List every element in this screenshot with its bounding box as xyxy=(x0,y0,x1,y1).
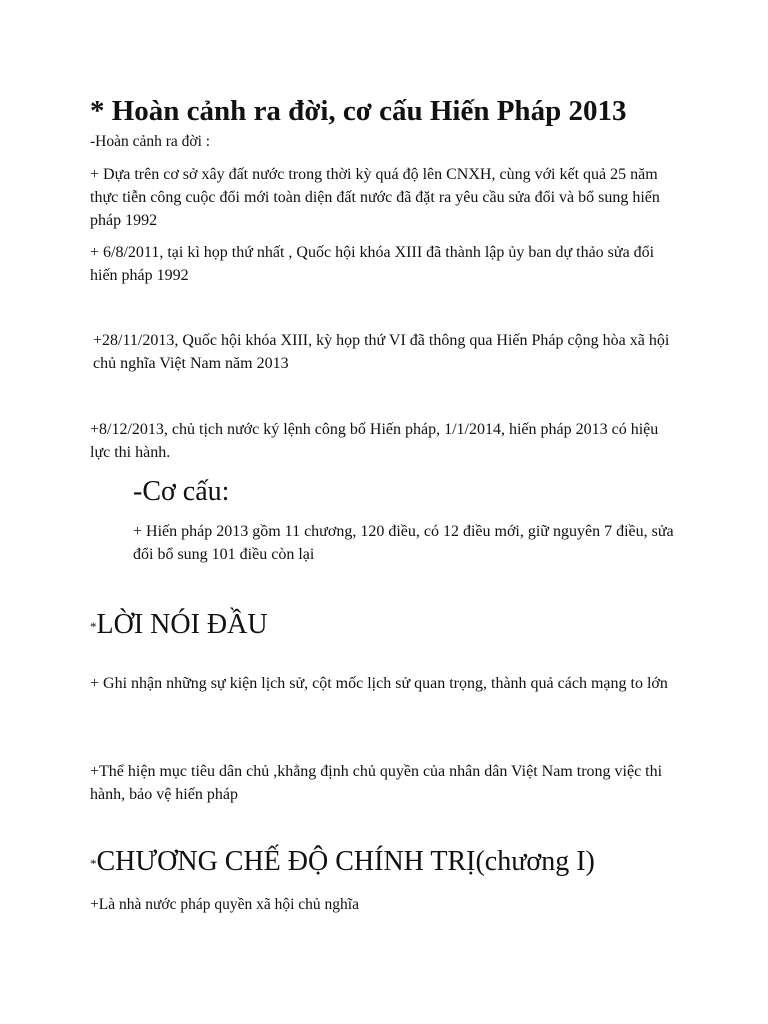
paragraph-rule-of-law-state: +Là nhà nước pháp quyền xã hội chủ nghĩa xyxy=(90,896,359,913)
section-heading-loi-noi-dau xyxy=(90,608,268,646)
paragraph-structure: + Hiến pháp 2013 gồm 11 chương, 120 điều, có 12 điều mới, giữ nguyên 7 điều, sửa đổi bổ sung 101 điều còn lại xyxy=(133,523,674,563)
paragraph-promulgation: +8/12/2013, chủ tịch nước ký lệnh công bố Hiến pháp, 1/1/2014, hiến pháp 2013 có hiệu lực thi hành. xyxy=(90,421,659,461)
heading-text: LỜI NÓI ĐẦU xyxy=(96,609,268,640)
section-heading-chuong-1 xyxy=(90,845,595,883)
paragraph-preamble-history: + Ghi nhận những sự kiện lịch sử, cột mốc lịch sử quan trọng, thành quả cách mạng to lớn xyxy=(90,675,668,692)
paragraph-preamble-democracy: +Thể hiện mục tiêu dân chủ ,khẳng định chủ quyền của nhân dân Việt Nam trong việc thi hành, bảo vệ hiến pháp xyxy=(90,763,663,803)
paragraph-drafting-committee: + 6/8/2011, tại kì họp thứ nhất , Quốc hội khóa XIII đã thành lập ủy ban dự thảo sửa đổi hiến pháp 1992 xyxy=(90,244,655,284)
heading-text: CHƯƠNG CHẾ ĐỘ CHÍNH TRỊ(chương I) xyxy=(96,846,595,877)
section-label-hoan-canh: -Hoàn cảnh ra đời : xyxy=(90,133,211,150)
section-heading-co-cau: -Cơ cấu: xyxy=(133,476,230,507)
heading-star-marker: * xyxy=(90,856,97,871)
heading-star-marker: * xyxy=(90,619,97,634)
paragraph-adoption: +28/11/2013, Quốc hội khóa XIII, kỳ họp thứ VI đã thông qua Hiến Pháp cộng hòa xã hội chủ nghĩa Việt Nam năm 2013 xyxy=(93,332,670,372)
main-heading: * Hoàn cảnh ra đời, cơ cấu Hiến Pháp 2013 xyxy=(90,95,627,127)
paragraph-background: + Dựa trên cơ sở xây đất nước trong thời kỳ quá độ lên CNXH, cùng với kết quả 25 năm thực tiễn công cuộc đổi mới toàn diện đất nước đã đặt ra yêu cầu sửa đổi và bổ sung hiến pháp 1992 xyxy=(90,166,660,229)
